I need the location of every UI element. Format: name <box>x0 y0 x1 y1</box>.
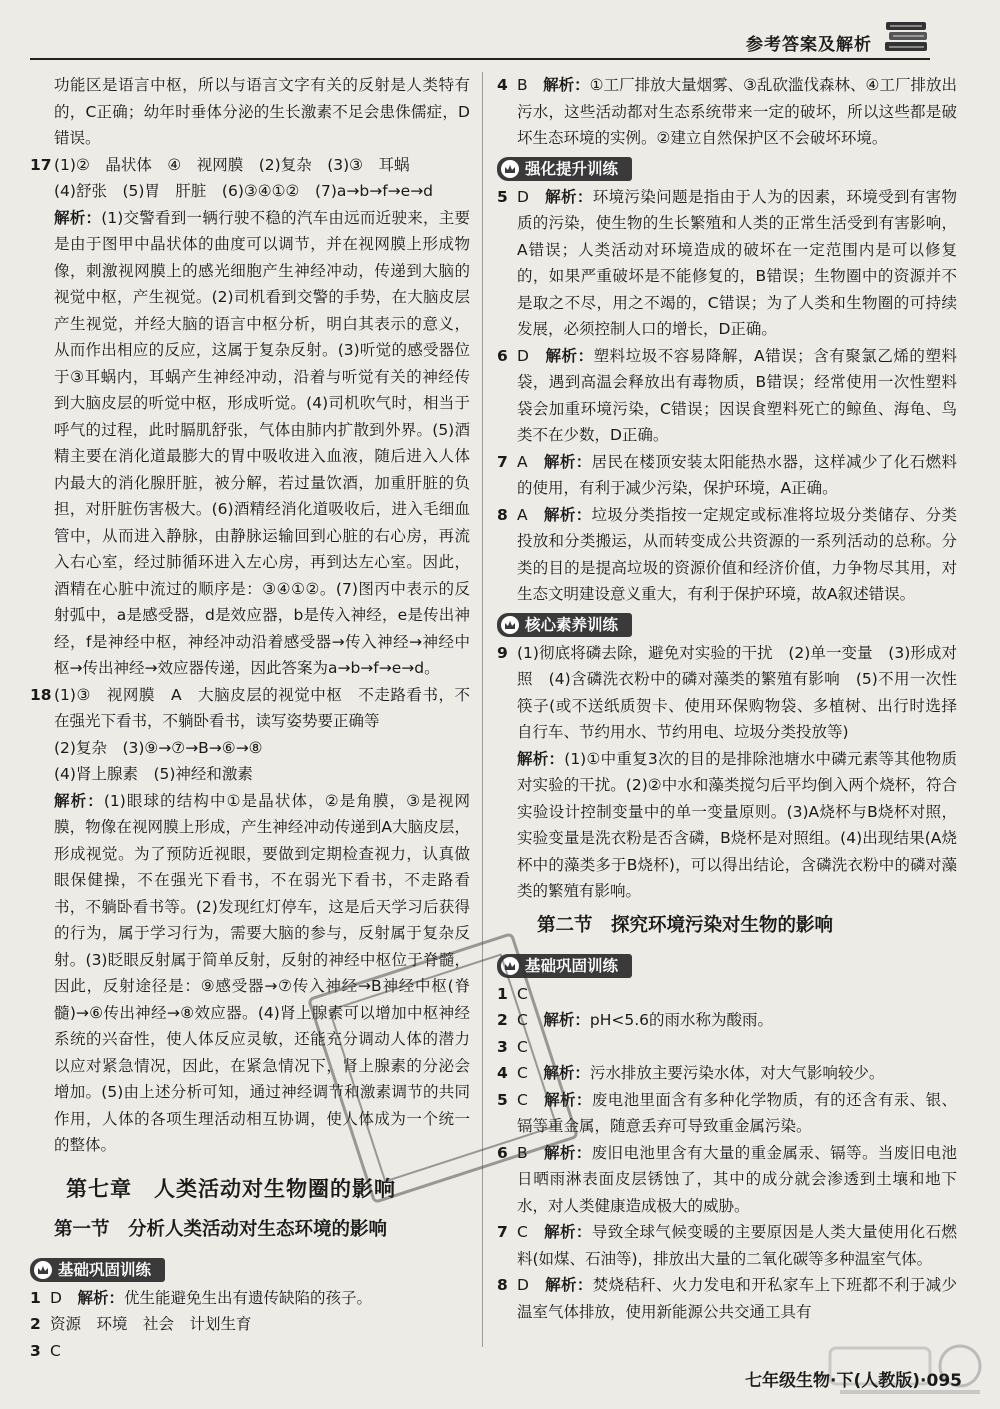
explanation-text: 焚烧秸秆、火力发电和开私家车上下班都不利于减少温室气体排放，使用新能源公共交通工具有 <box>517 1276 957 1321</box>
explanation-label: 解析： <box>54 208 102 227</box>
answer-b4 <box>497 1060 957 1087</box>
continued-paragraph: 功能区是语言中枢，所以与语言文字有关的反射是人类特有的，C正确；幼年时垂体分泌的生长激素不足会患侏儒症，D错误。 <box>54 76 470 147</box>
answer-number: 6 <box>497 346 508 365</box>
answer-b2 <box>497 1007 957 1034</box>
answer-choice: C <box>517 1064 528 1082</box>
explanation-label: 解析： <box>543 76 590 94</box>
explanation-label: 解析： <box>543 1143 592 1162</box>
answer-number: 8 <box>497 505 508 524</box>
crown-icon <box>501 160 519 178</box>
answer-text: 资源 环境 社会 计划生育 <box>50 1315 252 1333</box>
answer-b6 <box>497 1140 957 1220</box>
answer-number: 2 <box>497 1011 508 1029</box>
stamp-inner-border <box>328 953 557 1182</box>
section-title: 第一节 分析人类活动对生态环境的影响 <box>54 1218 388 1240</box>
answer-choice: C <box>517 1011 528 1029</box>
explanation-label: 解析： <box>543 452 592 471</box>
explanation-text: 优生能避免生出有遗传缺陷的孩子。 <box>123 1288 372 1307</box>
answer-7 <box>497 449 957 502</box>
explanation-text: (1)①中重复3次的目的是排除池塘水中磷元素等其他物质对实验的干扰。(2)②中水和藻类搅匀后平均倒入两个烧杯，符合实验设计控制变量中的单一变量原则。(3)A烧杯与B烧杯对照，实验变量是洗衣粉是否含磷，B烧杯是对照组。(4)出现结果(A烧杯中的藻类多于B烧杯)，可以得出结论，含磷洗衣粉中的磷对藻类的繁殖有影响。 <box>517 749 957 900</box>
page-header-title: 参考答案及解析 <box>746 35 872 55</box>
explanation-text: pH<5.6的雨水称为酸雨。 <box>589 1011 773 1029</box>
answer-text: (4)舒张 (5)胃 肝脏 (6)③④①② (7)a→b→f→e→d <box>54 182 434 200</box>
answer-number: 3 <box>497 1037 508 1056</box>
answer-3 <box>30 1338 470 1365</box>
answer-number: 5 <box>497 1090 508 1109</box>
answer-number: 18 <box>30 685 52 704</box>
answer-choice: D <box>517 346 529 365</box>
explanation-label: 解析： <box>545 1276 593 1294</box>
explanation-label: 解析： <box>517 749 565 768</box>
explanation-label: 解析： <box>545 346 594 365</box>
explanation-text: 居民在楼顶安装太阳能热水器，这样减少了化石燃料的使用，有利于减少污染，保护环境，A正确。 <box>517 452 957 497</box>
answer-choice: C <box>517 1223 528 1241</box>
answer-choice: D <box>517 187 529 206</box>
explanation-label: 解析： <box>543 505 592 524</box>
training-section-bar <box>497 157 632 181</box>
answer-text: (1)③ 视网膜 A 大脑皮层的视觉中枢 不走路看书，不在强光下看书，不躺卧看书，读写姿势要正确等 <box>54 685 470 730</box>
answer-text: (1)② 晶状体 ④ 视网膜 (2)复杂 (3)③ 耳蜗 <box>54 155 410 174</box>
explanation-text: 环境污染问题是指由于人为的因素，环境受到有害物质的污染，使生物的生长繁殖和人类的正常生活受到有害影响，A错误；人类活动对环境造成的破坏在一定范围内是可以修复的，如果严重破坏是不能修复的，B错误；生物圈中的资源并不是取之不尽，用之不竭的，C错误；为了人类和生物圈的可持续发展，必须控制人口的增长，D正确。 <box>517 187 957 338</box>
answer-number: 7 <box>497 452 508 471</box>
answer-choice: C <box>517 1090 528 1109</box>
answer-number: 1 <box>497 984 508 1003</box>
section-bar-label: 核心素养训练 <box>525 615 619 634</box>
answer-8 <box>497 502 957 608</box>
answer-number: 17 <box>30 155 52 174</box>
answer-text: (1)彻底将磷去除，避免对实验的干扰 (2)单一变量 (3)形成对照 (4)含磷洗衣粉中的磷对藻类的繁殖有影响 (5)不用一次性筷子(或不送纸质贺卡、使用环保购物袋、多植树、出行时选择自行车、节约用水、节约用电、垃圾分类投放等) <box>517 643 957 741</box>
chapter-title: 第七章 人类活动对生物圈的影响 <box>66 1176 396 1201</box>
answer-choice: D <box>50 1288 62 1307</box>
explanation-label: 解析： <box>543 1064 590 1082</box>
crown-icon <box>501 616 519 634</box>
explanation-text: 塑料垃圾不容易降解，A错误；含有聚氯乙烯的塑料袋，遇到高温会释放出有毒物质，B错误；经常使用一次性塑料袋会加重环境污染，C错误；因误食塑料死亡的鲸鱼、海龟、鸟类不在少数，D正确。 <box>517 346 957 444</box>
answer-number: 1 <box>30 1288 41 1307</box>
explanation-text: 废电池里面含有多种化学物质，有的还含有汞、银、镉等重金属，随意丢弃可导致重金属污染。 <box>517 1090 957 1135</box>
explanation-text: 污水排放主要污染水体，对大气影响较少。 <box>589 1064 885 1082</box>
explanation-text: 废旧电池里含有大量的重金属汞、镉等。当废旧电池日晒雨淋表面皮层锈蚀了，其中的成分就会渗透到土壤和地下水，对人类健康造成极大的威胁。 <box>517 1143 957 1215</box>
answer-choice: A <box>517 505 528 524</box>
book-stack-icon <box>884 20 930 54</box>
answer-4 <box>497 72 957 152</box>
answer-b1 <box>497 981 957 1008</box>
explanation-label: 解析： <box>543 1011 590 1029</box>
answer-choice: A <box>517 452 528 471</box>
explanation-text: (1)交警看到一辆行驶不稳的汽车由远而近驶来，主要是由于图甲中晶状体的曲度可以调节，并在视网膜上形成物像，刺激视网膜上的感光细胞产生神经冲动，传递到大脑的视觉中枢，产生视觉。(2)司机看到交警的手势，在大脑皮层产生视觉，并经大脑的语言中枢分析，明白其表示的意义，从而作出相应的反应，这属于复杂反射。(3)听觉的感受器位于③耳蜗内，耳蜗产生神经冲动，沿着与听觉有关的神经传到大脑皮层的听觉中枢，形成听觉。(4)司机吹气时，相当于呼气的过程，此时膈肌舒张，气体由肺内扩散到外界。(5)酒精主要在消化道最膨大的胃中吸收进入血液，随后进入人体内最大的消化腺肝脏，被分解，若过量饮酒，加重肝脏的负担，对肝脏伤害极大。(6)酒精经消化道吸收后，进入毛细血管中，从而进入静脉，由静脉运输回到心脏的右心房，再流入右心室，经过肺循环进入左心房，再到达左心室。因此，酒精在心脏中流过的顺序是：③④①②。(7)图丙中表示的反射弧中，a是感受器，d是效应器，b是传入神经，e是传出神经，f是神经中枢，神经冲动沿着感受器→传入神经→神经中枢→传出神经→效应器传递，因此答案为a→b→f→e→d。 <box>54 208 470 677</box>
training-section-bar <box>497 613 632 637</box>
answer-choice: C <box>50 1341 61 1360</box>
answer-choice: B <box>517 1143 528 1162</box>
section-title: 第二节 探究环境污染对生物的影响 <box>537 914 834 936</box>
answer-number: 8 <box>497 1276 508 1294</box>
answer-number: 2 <box>30 1315 41 1333</box>
answer-number: 6 <box>497 1143 508 1162</box>
explanation-text: 垃圾分类指按一定规定或标准将垃圾分类储存、分类投放和分类搬运，从而转变成公共资源的一系列活动的总称。分类的目的是提高垃圾的资源价值和经济价值，力争物尽其用，对生态文明建设意义重大，有利于保护环境，故A叙述错误。 <box>517 505 957 603</box>
answer-choice: D <box>517 1276 529 1294</box>
section-bar-label: 强化提升训练 <box>525 159 619 178</box>
crown-icon <box>34 1261 52 1279</box>
explanation-label: 解析： <box>545 187 593 206</box>
answer-number: 3 <box>30 1341 41 1360</box>
answer-b7 <box>497 1219 957 1272</box>
explanation-text: 导致全球气候变暖的主要原因是人类大量使用化石燃料(如煤、石油等)，排放出大量的二氧化碳等多种温室气体。 <box>517 1223 957 1268</box>
page-footer: 七年级生物·下(人教版)·095 <box>745 1371 962 1391</box>
answer-1 <box>30 1285 470 1312</box>
answer-text: (2)复杂 (3)⑨→⑦→B→⑥→⑧ <box>54 738 263 757</box>
answer-number: 4 <box>497 1064 508 1082</box>
answer-choice: B <box>517 76 528 94</box>
explanation-text: ①工厂排放大量烟雾、③乱砍滥伐森林、④工厂排放出污水，这些活动都对生态系统带来一定的破坏，所以这些都是破坏生态环境的实例。②建立自然保护区不会破坏环境。 <box>517 76 957 147</box>
answer-number: 7 <box>497 1223 508 1241</box>
header-rule <box>30 58 930 60</box>
explanation-text: (1)眼球的结构中①是晶状体，②是角膜，③是视网膜，物像在视网膜上形成，产生神经冲动传递到A大脑皮层，形成视觉。为了预防近视眼，要做到定期检查视力，认真做眼保健操，不在强光下看书，不在弱光下看书，不走路看书，不躺卧看书等。(2)发现红灯停车，这是后天学习后获得的行为，属于学习行为，需要大脑的参与，反射属于复杂反射。(3)眨眼反射属于简单反射，反射的神经中枢位于脊髓，因此，反射途径是：⑨感受器→⑦传入神经→B神经中枢(脊髓)→⑥传出神经→⑧效应器。(4)肾上腺素可以增加中枢神经系统的兴奋性，使人体反应灵敏，还能充分调动人体的潜力以应对紧急情况，因此，在紧急情况下，肾上腺素的分泌会增加。(5)由上述分析可知，通过神经调节和激素调节的共同作用，人体的各项生理活动相互协调，使人体成为一个统一的整体。 <box>54 791 470 1154</box>
answer-b3 <box>497 1034 957 1061</box>
training-section-bar <box>30 1258 165 1282</box>
section-bar-label: 基础巩固训练 <box>525 956 619 975</box>
answer-number: 9 <box>497 643 508 662</box>
answer-number: 5 <box>497 187 508 206</box>
answer-text: (4)肾上腺素 (5)神经和激素 <box>54 765 253 783</box>
explanation-label: 解析： <box>544 1090 592 1109</box>
answer-number: 4 <box>497 76 508 94</box>
answer-6 <box>497 343 957 449</box>
explanation-label: 解析： <box>77 1288 124 1307</box>
answer-9 <box>497 640 957 905</box>
answer-5 <box>497 184 957 343</box>
answer-b8 <box>497 1272 957 1325</box>
answer-choice: C <box>517 1037 528 1056</box>
answer-2 <box>30 1311 470 1338</box>
answer-choice: C <box>517 984 528 1003</box>
explanation-label: 解析： <box>544 1223 592 1241</box>
answer-17 <box>30 152 470 682</box>
section-bar-label: 基础巩固训练 <box>58 1260 152 1279</box>
explanation-label: 解析： <box>54 791 104 810</box>
